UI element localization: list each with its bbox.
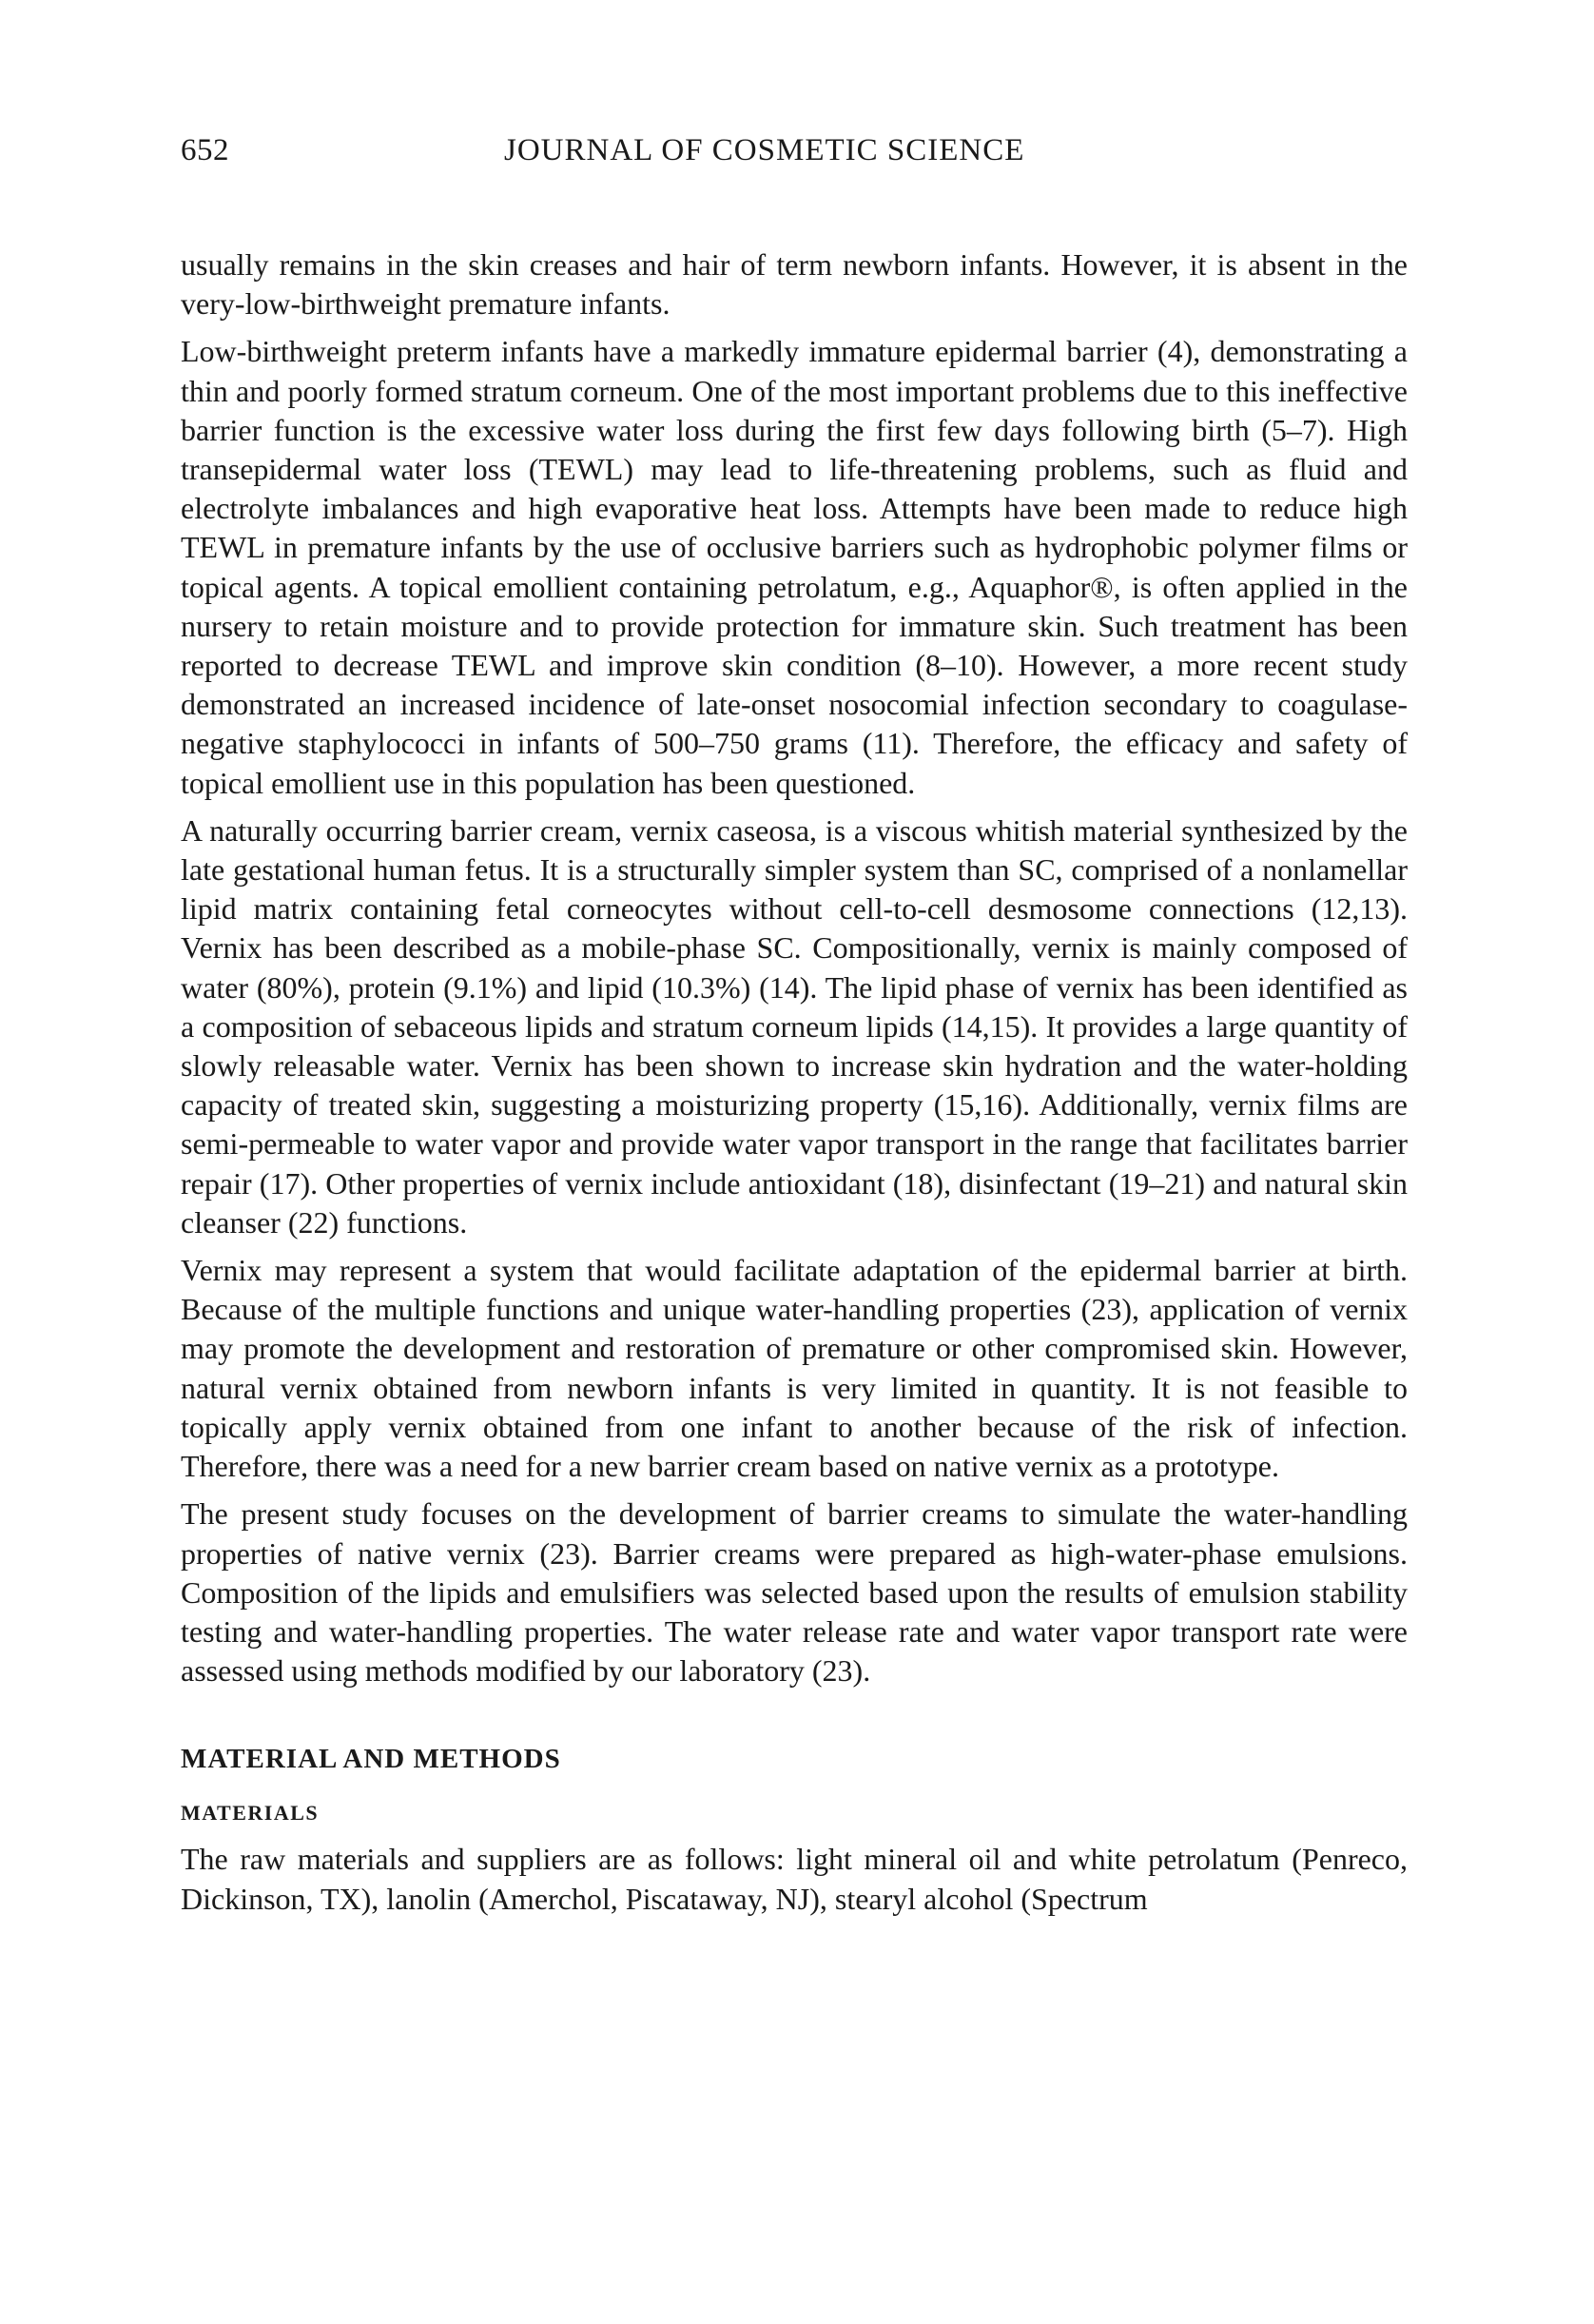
paragraph-vernix-continuation: usually remains in the skin creases and hair of term newborn infants. However, it is absent in the very-low-birthweight premature infants.: [181, 247, 1408, 322]
section-heading-material-methods: MATERIAL AND METHODS: [181, 1744, 561, 1775]
paragraph-present-study: The present study focuses on the development of barrier creams to simulate the water-handling properties of native vernix (23). Barrier creams were prepared as high-water-phase emulsions. Composition of the lipids and emulsifiers was selected based upon the results of emulsion stability testing and water-handling properties. The water release rate and water vapor transport rate were assessed using methods modified by our laboratory (23).: [181, 1496, 1408, 1689]
journal-title: JOURNAL OF COSMETIC SCIENCE: [504, 133, 1025, 167]
paragraph-materials: The raw materials and suppliers are as follows: light mineral oil and white petrolatum (Penreco, Dickinson, TX), lanolin (Amerchol, Piscataway, NJ), stearyl alcohol (Spectrum: [181, 1842, 1408, 1916]
article-body: [181, 245, 1408, 1927]
paragraph-preterm-barrier: Low-birthweight preterm infants have a markedly immature epidermal barrier (4), demonstrating a thin and poorly formed stratum corneum. One of the most important problems due to this ineffective barrier function is the excessive water loss during the first few days following birth (5–7). High transepidermal water loss (TEWL) may lead to life-threatening problems, such as fluid and electrolyte imbalances and high evaporative heat loss. Attempts have been made to reduce high TEWL in premature infants by the use of occlusive barriers such as hydrophobic polymer films or topical agents. A topical emollient containing petrolatum, e.g., Aquaphor®, is often applied in the nursery to retain moisture and to provide protection for immature skin. Such treatment has been reported to decrease TEWL and improve skin condition (8–10). However, a more recent study demonstrated an increased incidence of late-onset nosocomial infection secondary to coagulase-negative staphylococci in infants of 500–750 grams (11). Therefore, the efficacy and safety of topical emollient use in this population has been questioned.: [181, 334, 1408, 800]
paragraph-vernix-adaptation: Vernix may represent a system that would facilitate adaptation of the epidermal barrier at birth. Because of the multiple functions and unique water-handling properties (23), application of vernix may promote the development and restoration of premature or other compromised skin. However, natural vernix obtained from newborn infants is very limited in quantity. It is not feasible to topically apply vernix obtained from one infant to another because of the risk of infection. Therefore, there was a need for a new barrier cream based on native vernix as a prototype.: [181, 1253, 1408, 1484]
page-number: 652: [181, 133, 229, 167]
subsection-heading-materials: MATERIALS: [181, 1801, 320, 1826]
running-head: [181, 133, 1408, 181]
paragraph-vernix-caseosa: A naturally occurring barrier cream, vernix caseosa, is a viscous whitish material synthesized by the late gestational human fetus. It is a structurally simpler system than SC, comprised of a nonlamellar lipid matrix containing fetal corneocytes without cell-to-cell desmosome connections (12,13). Vernix has been described as a mobile-phase SC. Compositionally, vernix is mainly composed of water (80%), protein (9.1%) and lipid (10.3%) (14). The lipid phase of vernix has been identified as a composition of sebaceous lipids and stratum corneum lipids (14,15). It provides a large quantity of slowly releasable water. Vernix has been shown to increase skin hydration and the water-holding capacity of treated skin, suggesting a moisturizing property (15,16). Additionally, vernix films are semi-permeable to water vapor and provide water vapor transport in the range that facilitates barrier repair (17). Other properties of vernix include antioxidant (18), disinfectant (19–21) and natural skin cleanser (22) functions.: [181, 812, 1408, 1240]
